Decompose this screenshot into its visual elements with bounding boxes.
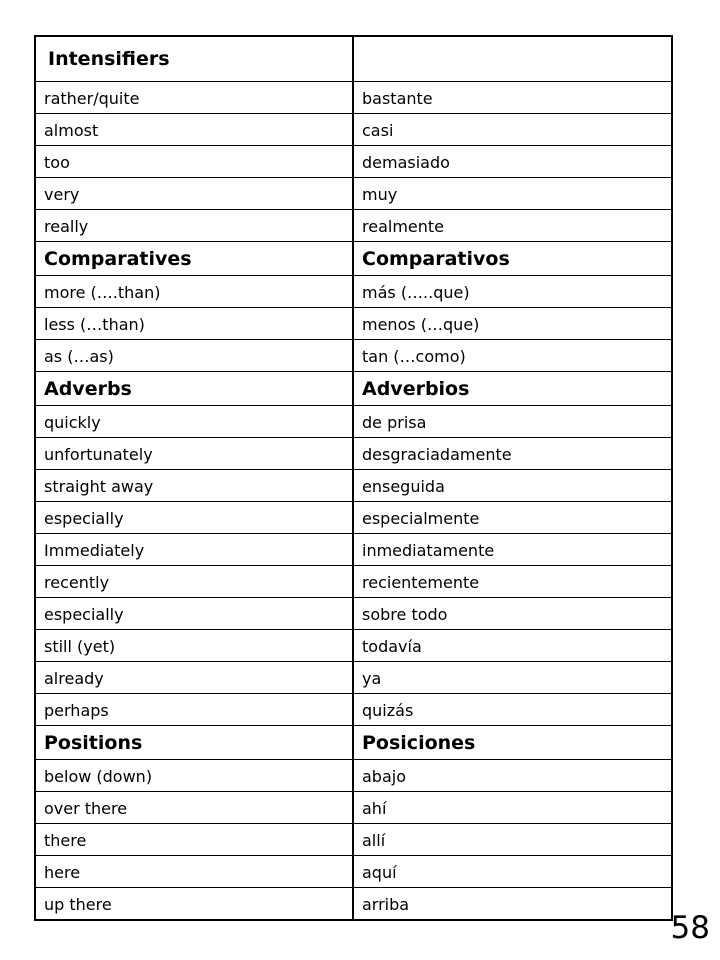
section-header-row <box>35 726 672 760</box>
vocabulary-table <box>34 35 673 921</box>
english-term: over there <box>35 792 353 824</box>
section-heading-english: Intensifiers <box>35 36 353 82</box>
table-row <box>35 308 672 340</box>
english-term: Immediately <box>35 534 353 566</box>
table-row <box>35 210 672 242</box>
spanish-term: allí <box>353 824 672 856</box>
english-term: especially <box>35 502 353 534</box>
table-row <box>35 502 672 534</box>
table-row <box>35 82 672 114</box>
spanish-term: especialmente <box>353 502 672 534</box>
spanish-term: bastante <box>353 82 672 114</box>
spanish-term: inmediatamente <box>353 534 672 566</box>
table-row <box>35 438 672 470</box>
table-row <box>35 406 672 438</box>
spanish-term: realmente <box>353 210 672 242</box>
page-number: 58 <box>670 910 710 946</box>
section-heading-spanish: Adverbios <box>353 372 672 406</box>
english-term: already <box>35 662 353 694</box>
section-heading-english: Positions <box>35 726 353 760</box>
spanish-term: casi <box>353 114 672 146</box>
spanish-term: enseguida <box>353 470 672 502</box>
spanish-term: recientemente <box>353 566 672 598</box>
section-heading-spanish: Comparativos <box>353 242 672 276</box>
english-term: quickly <box>35 406 353 438</box>
english-term: rather/quite <box>35 82 353 114</box>
spanish-term: demasiado <box>353 146 672 178</box>
english-term: here <box>35 856 353 888</box>
table-row <box>35 694 672 726</box>
section-heading-english: Adverbs <box>35 372 353 406</box>
table-row <box>35 276 672 308</box>
section-header-row <box>35 36 672 82</box>
english-term: almost <box>35 114 353 146</box>
table-row <box>35 630 672 662</box>
spanish-term: desgraciadamente <box>353 438 672 470</box>
spanish-term: sobre todo <box>353 598 672 630</box>
spanish-term: quizás <box>353 694 672 726</box>
table-row <box>35 178 672 210</box>
english-term: there <box>35 824 353 856</box>
table-row <box>35 470 672 502</box>
english-term: still (yet) <box>35 630 353 662</box>
spanish-term: tan (…como) <box>353 340 672 372</box>
english-term: as (…as) <box>35 340 353 372</box>
spanish-term: más (…..que) <box>353 276 672 308</box>
spanish-term: ya <box>353 662 672 694</box>
english-term: especially <box>35 598 353 630</box>
english-term: unfortunately <box>35 438 353 470</box>
english-term: less (…than) <box>35 308 353 340</box>
table-row <box>35 566 672 598</box>
english-term: recently <box>35 566 353 598</box>
table-row <box>35 760 672 792</box>
table-row <box>35 340 672 372</box>
table-row <box>35 888 672 921</box>
table-row <box>35 598 672 630</box>
table-row <box>35 146 672 178</box>
spanish-term: abajo <box>353 760 672 792</box>
english-term: straight away <box>35 470 353 502</box>
spanish-term: aquí <box>353 856 672 888</box>
table-row <box>35 824 672 856</box>
spanish-term: ahí <box>353 792 672 824</box>
english-term: below (down) <box>35 760 353 792</box>
english-term: perhaps <box>35 694 353 726</box>
section-header-row <box>35 372 672 406</box>
table-row <box>35 114 672 146</box>
spanish-term: muy <box>353 178 672 210</box>
table-row <box>35 856 672 888</box>
spanish-term: todavía <box>353 630 672 662</box>
english-term: more (….than) <box>35 276 353 308</box>
section-heading-spanish <box>353 36 672 82</box>
section-header-row <box>35 242 672 276</box>
section-heading-spanish: Posiciones <box>353 726 672 760</box>
english-term: very <box>35 178 353 210</box>
section-heading-english: Comparatives <box>35 242 353 276</box>
english-term: too <box>35 146 353 178</box>
spanish-term: menos (…que) <box>353 308 672 340</box>
table-row <box>35 662 672 694</box>
vocabulary-table-body <box>35 36 672 920</box>
english-term: up there <box>35 888 353 921</box>
table-row <box>35 534 672 566</box>
spanish-term: de prisa <box>353 406 672 438</box>
table-row <box>35 792 672 824</box>
english-term: really <box>35 210 353 242</box>
spanish-term: arriba <box>353 888 672 921</box>
